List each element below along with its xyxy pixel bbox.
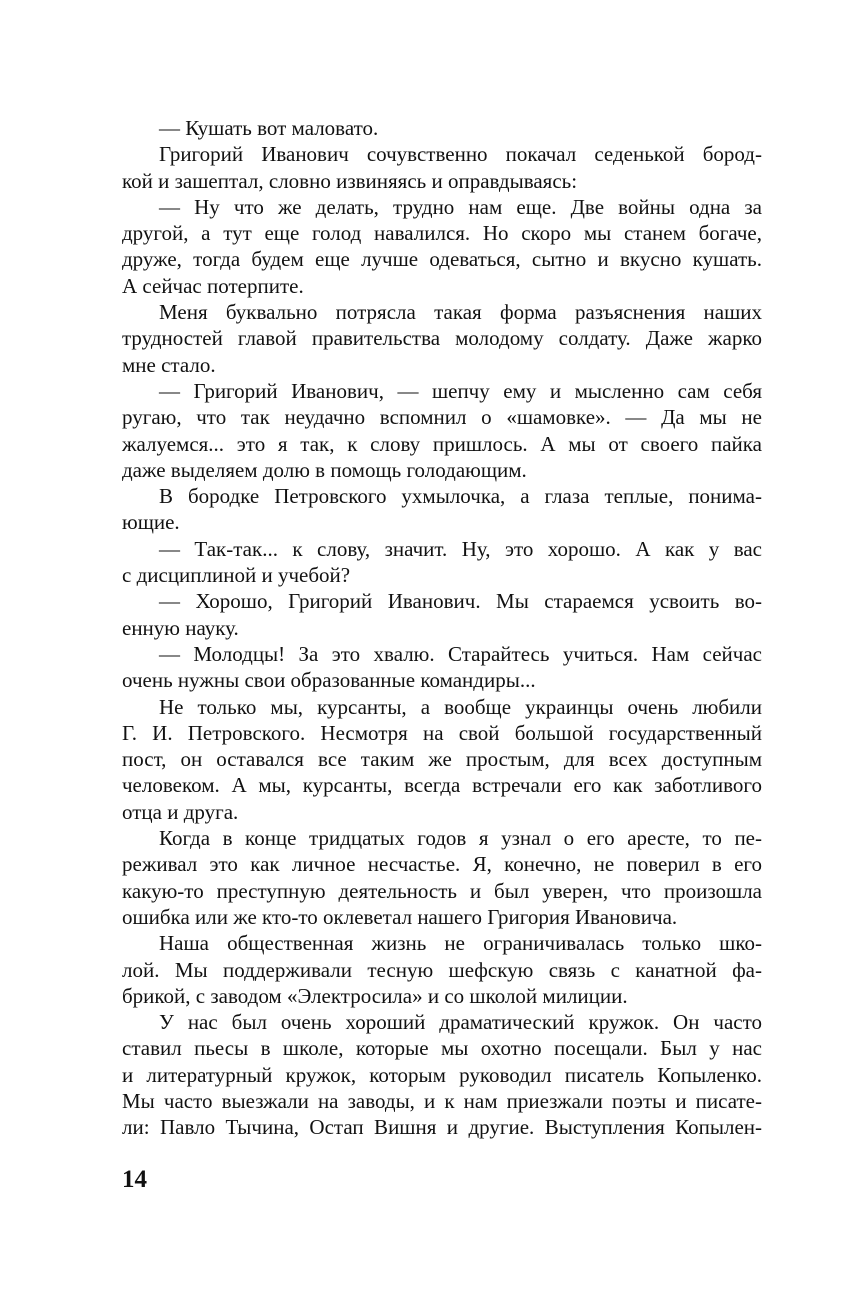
page-text — [122, 115, 762, 1141]
text-line: Мы часто выезжали на заводы, и к нам приезжали поэты и писате- — [122, 1088, 762, 1113]
page-number: 14 — [122, 1166, 147, 1193]
paragraph — [122, 483, 762, 536]
paragraph — [122, 299, 762, 378]
paragraph — [122, 536, 762, 589]
text-line: кой и зашептал, словно извиняясь и оправдываясь: — [122, 168, 578, 193]
text-line: ругаю, что так неудачно вспомнил о «шамовке». — Да мы не — [122, 405, 762, 430]
text-line: мне стало. — [122, 352, 216, 377]
text-line: — Ну что же делать, трудно нам еще. Две войны одна за — [159, 194, 762, 219]
text-line: и литературный кружок, которым руководил писатель Копыленко. — [122, 1062, 762, 1087]
text-line: жалуемся... это я так, к слову пришлось. А мы от своего пайка — [122, 431, 762, 456]
text-line: Меня буквально потрясла такая форма разъяснения наших — [159, 300, 762, 325]
paragraph — [122, 1009, 762, 1140]
text-line: с дисциплиной и учебой? — [122, 563, 351, 588]
text-line: отца и друга. — [122, 799, 239, 824]
paragraph — [122, 641, 762, 694]
text-line: Г. И. Петровского. Несмотря на свой большой государственный — [122, 720, 762, 745]
text-line: ошибка или же кто-то оклеветал нашего Григория Ивановича. — [122, 904, 678, 929]
text-line: ющие. — [122, 510, 180, 535]
text-line: даже выделяем долю в помощь голодающим. — [122, 457, 527, 482]
paragraph — [122, 825, 762, 930]
text-line: реживал это как личное несчастье. Я, конечно, не поверил в его — [122, 852, 762, 877]
text-line: какую-то преступную деятельность и был уверен, что произошла — [122, 878, 762, 903]
text-line: человеком. А мы, курсанты, всегда встречали его как заботливого — [122, 773, 762, 798]
text-line: Григорий Иванович сочувственно покачал седенькой бород- — [159, 142, 762, 167]
text-line: — Григорий Иванович, — шепчу ему и мысленно сам себя — [159, 378, 762, 403]
text-line: ставил пьесы в школе, которые мы охотно посещали. Был у нас — [122, 1036, 762, 1061]
text-line: У нас был очень хороший драматический кружок. Он часто — [159, 1010, 762, 1035]
paragraph — [122, 694, 762, 825]
text-line: трудностей главой правительства молодому солдату. Даже жарко — [122, 326, 762, 351]
text-line: Не только мы, курсанты, а вообще украинцы очень любили — [159, 694, 762, 719]
paragraph — [122, 115, 762, 141]
text-line: — Так-так... к слову, значит. Ну, это хорошо. А как у вас — [159, 536, 762, 561]
paragraph — [122, 930, 762, 1009]
paragraph — [122, 588, 762, 641]
text-line: друже, тогда будем еще лучше одеваться, сытно и вкусно кушать. — [122, 247, 762, 272]
text-line: лой. Мы поддерживали тесную шефскую связь с канатной фа- — [122, 957, 762, 982]
text-line: пост, он оставался все таким же простым, для всех доступным — [122, 747, 762, 772]
text-line: — Хорошо, Григорий Иванович. Мы стараемся усвоить во- — [159, 589, 762, 614]
text-line: брикой, с заводом «Электросила» и со школой милиции. — [122, 983, 628, 1008]
text-line: — Молодцы! За это хвалю. Старайтесь учиться. Нам сейчас — [159, 641, 762, 666]
text-line: енную науку. — [122, 615, 239, 640]
paragraph — [122, 194, 762, 299]
text-line: очень нужны свои образованные командиры... — [122, 668, 536, 693]
paragraph — [122, 378, 762, 483]
paragraph — [122, 141, 762, 194]
text-line: другой, а тут еще голод навалился. Но скоро мы станем богаче, — [122, 221, 762, 246]
text-line: Когда в конце тридцатых годов я узнал о его аресте, то пе- — [159, 826, 762, 851]
text-line: ли: Павло Тычина, Остап Вишня и другие. Выступления Копылен- — [122, 1115, 762, 1140]
text-line: А сейчас потерпите. — [122, 273, 304, 298]
text-line: Наша общественная жизнь не ограничивалась только шко- — [159, 931, 762, 956]
text-line: В бородке Петровского ухмылочка, а глаза теплые, понима- — [159, 484, 762, 509]
text-line: — Кушать вот маловато. — [159, 116, 379, 140]
